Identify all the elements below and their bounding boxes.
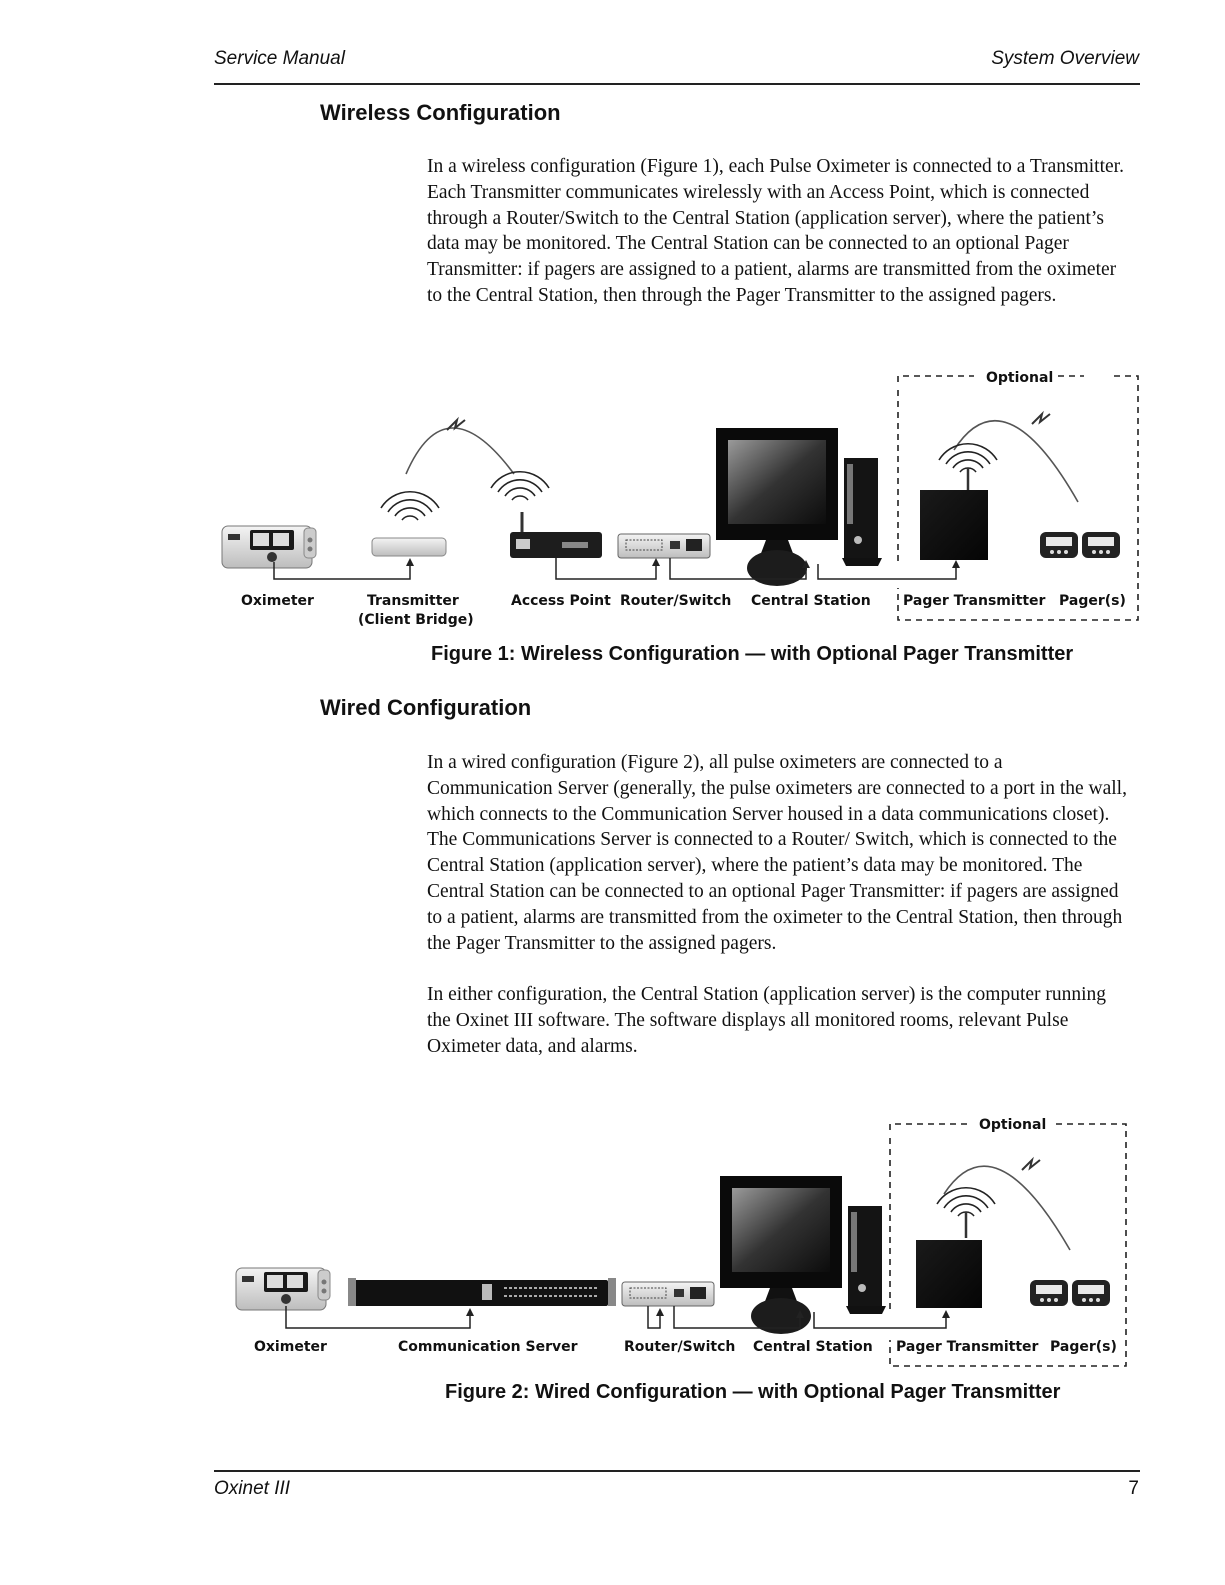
figure2-label-communication-server: Communication Server — [398, 1339, 578, 1355]
figure2-label-pager-transmitter: Pager Transmitter — [896, 1339, 1039, 1355]
figure1-label-router-switch: Router/Switch — [620, 593, 732, 609]
page-number: 7 — [1128, 1478, 1139, 1499]
figure1-diagram — [214, 362, 1144, 632]
footer-left: Oxinet III — [214, 1478, 291, 1499]
wired-heading: Wired Configuration — [320, 695, 532, 720]
footer-rule — [214, 1470, 1140, 1472]
figure2-caption: Figure 2: Wired Configuration — with Optional Pager Transmitter — [445, 1381, 1061, 1403]
figure1-label-access-point: Access Point — [511, 593, 611, 609]
figure2-label-router-switch: Router/Switch — [624, 1339, 736, 1355]
wired-paragraph-2: In either configuration, the Central Station (application server) is the computer running the Oxinet III software. The software displays all monitored rooms, relevant Pulse Oximeter data, and alarms. — [427, 984, 1107, 1057]
wireless-heading: Wireless Configuration — [320, 100, 561, 125]
header-left: Service Manual — [214, 48, 345, 69]
figure1-optional-label: Optional — [986, 370, 1054, 386]
wired-paragraphs — [427, 750, 1132, 1085]
wired-paragraph-1: In a wired configuration (Figure 2), all pulse oximeters are connected to a Communication Server (generally, the pulse oximeters are connected to a port in the wall, which connects to the Communication Server housed in a data communications closet). The Communications Server is connected to a Router/ Switch, which is connected to the Central Station (application server), where the patient’s data may be monitored. The Central Station can be connected to an optional Pager Transmitter: if pagers are assigned to a patient, alarms are transmitted from the oximeter to the Central Station, then through the Pager Transmitter to the assigned pagers. — [427, 752, 1127, 954]
wireless-paragraph-text: In a wireless configuration (Figure 1), each Pulse Oximeter is connected to a Transmitter. Each Transmitter communicates wirelessly with an Access Point, which is connected through a Router/Switch to the Central Station (application server), where the patient’s data may be monitored. The Central Station can be connected to an optional Pager Transmitter: if pagers are assigned to a patient, alarms are transmitted from the oximeter to the Central Station, then through the Pager Transmitter to the assigned pagers. — [427, 156, 1124, 306]
figure1-label-oximeter: Oximeter — [241, 593, 314, 609]
header-rule — [214, 83, 1140, 85]
header-right: System Overview — [991, 48, 1139, 69]
figure1-label-central-station: Central Station — [751, 593, 871, 609]
figure2-diagram — [214, 1110, 1144, 1370]
figure1-label-pagers: Pager(s) — [1059, 593, 1126, 609]
figure2-label-central-station: Central Station — [753, 1339, 873, 1355]
figure2-label-pagers: Pager(s) — [1050, 1339, 1117, 1355]
figure1-label-client-bridge: (Client Bridge) — [358, 612, 474, 628]
figure2-label-oximeter: Oximeter — [254, 1339, 327, 1355]
figure2-optional-label: Optional — [979, 1117, 1047, 1133]
figure1-caption: Figure 1: Wireless Configuration — with Optional Pager Transmitter — [431, 643, 1074, 665]
figure1-label-pager-transmitter: Pager Transmitter — [903, 593, 1046, 609]
figure1-label-transmitter: Transmitter — [367, 593, 459, 609]
wireless-paragraph — [427, 154, 1132, 335]
